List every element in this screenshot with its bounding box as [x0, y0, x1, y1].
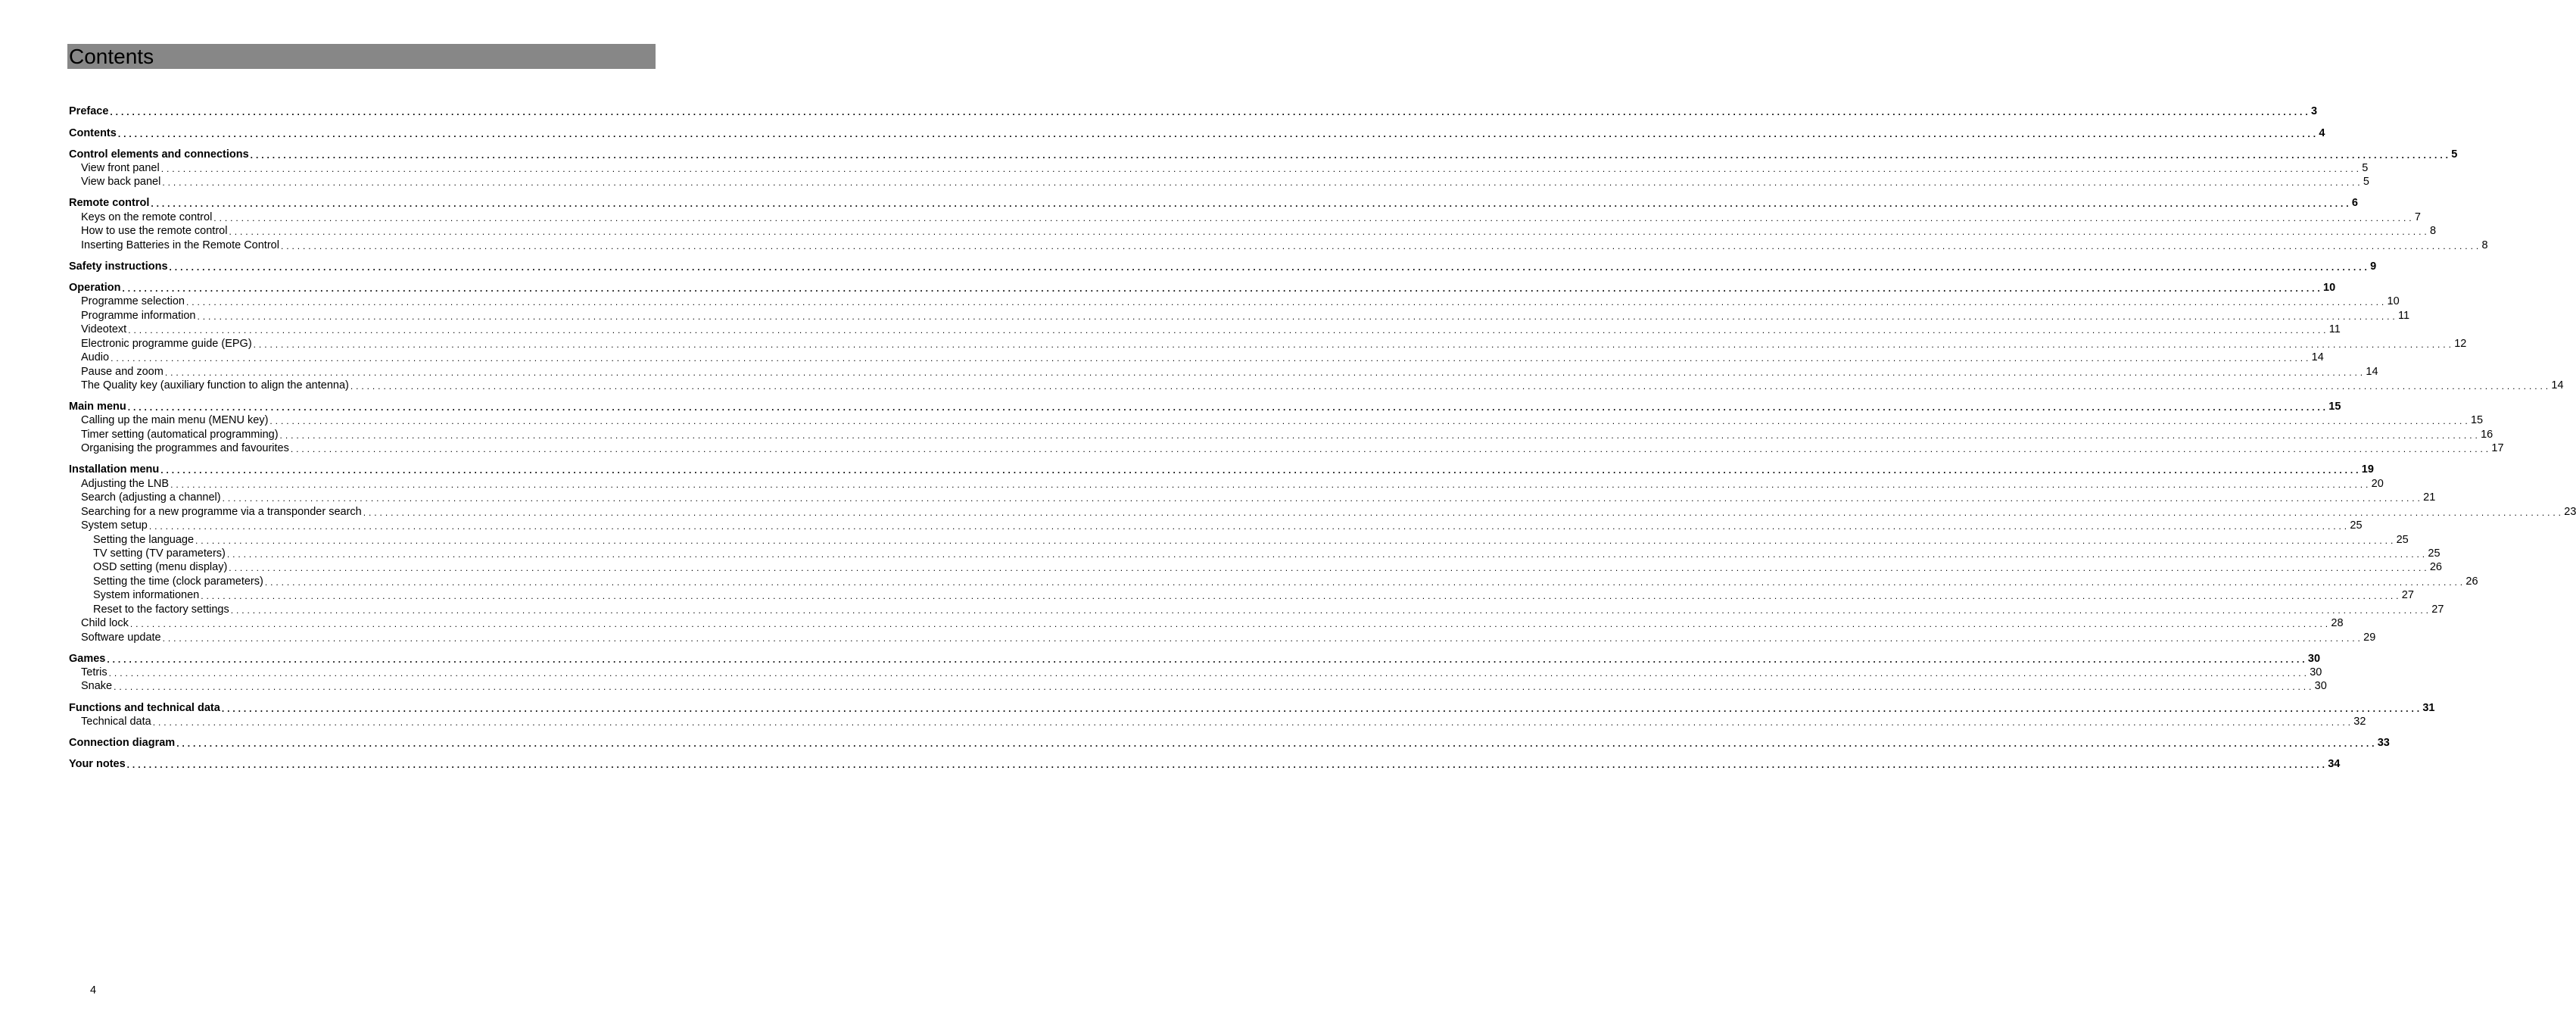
toc-dot-leader: . . . . . . . . . . . . . . . . . . . . . . . . . . . . . . . . . . . . . . . . . . . . . . . . . . . . . . . . . . . . . . . . . . . . . . . . . . . . . . . . . . . . . . . . . . . . . . . . . . . . . . . . . . . . . . . . . . . . . . . . . . . . . . . . . . . . . . . . . . . . . . . . . . . . . . . . . . . . . . . . . . . . . . . . . . . . . . . . . . . . . . . . . . . . . . . . . . . . . . . . . . . . . . . . . . . . . . . . . . . . . . . . . . . . . . . . . . . . . . . . . . . . . . . . . . . . . . . . . . . . . . . . . . . . . . . . . . . . . . . . . . . . . . . . . . . . . . . . . . . . . . . . . . . . . . . . . . . . . . . . . . . . . . . . . . . . . . . . . . . . . . . . . . . . . . . . . . . . . . . . . . . . . . . . . . . . . . . . . . . . . . . . . . . . . . . . . . . . . . . .	[111, 353, 2309, 363]
toc-entry-page: 4	[2319, 127, 2325, 139]
toc-subsection-entry	[69, 616, 2344, 630]
toc-entry-page: 8	[2481, 239, 2488, 251]
toc-entry-title: Child lock	[81, 617, 129, 629]
toc-entry-page: 5	[2451, 148, 2458, 161]
toc-subsection-entry	[69, 588, 2414, 602]
toc-entry-page: 27	[2431, 604, 2444, 616]
toc-entry-title: OSD setting (menu display)	[93, 561, 228, 573]
toc-dot-leader: . . . . . . . . . . . . . . . . . . . . . . . . . . . . . . . . . . . . . . . . . . . . . . . . . . . . . . . . . . . . . . . . . . . . . . . . . . . . . . . . . . . . . . . . . . . . . . . . . . . . . . . . . . . . . . . . . . . . . . . . . . . . . . . . . . . . . . . . . . . . . . . . . . . . . . . . . . . . . . . . . . . . . . . . . . . . . . . . . . . . . . . . . . . . . . . . . . . . . . . . . . . . . . . . . . . . . . . . . . . . . . . . . . . . . . . . . . . . . . . . . . . . . . . . . . . . . . . . . . . . . . . . . . . . . . . . . . . . . . . . . . . . . . . . . . . . . . . . . . . . . . . . . . . . . . . . . . . . . . . . . . . . . . . . . . . . . . . . . . . . . . . . . . . . . . . . . . . . . . . . . . . . . . . . . . . . . . . . . . . . . . . . . . . . . . . . . . . . . . . .	[110, 107, 2308, 117]
toc-dot-leader: . . . . . . . . . . . . . . . . . . . . . . . . . . . . . . . . . . . . . . . . . . . . . . . . . . . . . . . . . . . . . . . . . . . . . . . . . . . . . . . . . . . . . . . . . . . . . . . . . . . . . . . . . . . . . . . . . . . . . . . . . . . . . . . . . . . . . . . . . . . . . . . . . . . . . . . . . . . . . . . . . . . . . . . . . . . . . . . . . . . . . . . . . . . . . . . . . . . . . . . . . . . . . . . . . . . . . . . . . . . . . . . . . . . . . . . . . . . . . . . . . . . . . . . . . . . . . . . . . . . . . . . . . . . . . . . . . . . . . . . . . . . . . . . . . . . . . . . . . . . . . . . . . . . . . . . . . . . . . . . . . . . . . . . . . . . . . . . . . . . . . . . . . . . . . . . . . . . . . . . . . . . . . . . . . . . . . . . . . . . . . . . . . . . . . . . . . . . . . . . .	[162, 633, 2361, 644]
toc-entry-page: 28	[2331, 617, 2344, 629]
toc-entry-title: System informationen	[93, 589, 200, 601]
toc-dot-leader: . . . . . . . . . . . . . . . . . . . . . . . . . . . . . . . . . . . . . . . . . . . . . . . . . . . . . . . . . . . . . . . . . . . . . . . . . . . . . . . . . . . . . . . . . . . . . . . . . . . . . . . . . . . . . . . . . . . . . . . . . . . . . . . . . . . . . . . . . . . . . . . . . . . . . . . . . . . . . . . . . . . . . . . . . . . . . . . . . . . . . . . . . . . . . . . . . . . . . . . . . . . . . . . . . . . . . . . . . . . . . . . . . . . . . . . . . . . . . . . . . . . . . . . . . . . . . . . . . . . . . . . . . . . . . . . . . . . . . . . . . . . . . . . . . . . . . . . . . . . . . . . . . . . . . . . . . . . . . . . . . . . . . . . . . . . . . . . . . . . . . . . . . . . . . . . . . . . . . . . . . . . . . . . . . . . . . . . . . . . . . . . . . . . . . . . . . . . . . . . .	[164, 367, 2363, 378]
toc-dot-leader: . . . . . . . . . . . . . . . . . . . . . . . . . . . . . . . . . . . . . . . . . . . . . . . . . . . . . . . . . . . . . . . . . . . . . . . . . . . . . . . . . . . . . . . . . . . . . . . . . . . . . . . . . . . . . . . . . . . . . . . . . . . . . . . . . . . . . . . . . . . . . . . . . . . . . . . . . . . . . . . . . . . . . . . . . . . . . . . . . . . . . . . . . . . . . . . . . . . . . . . . . . . . . . . . . . . . . . . . . . . . . . . . . . . . . . . . . . . . . . . . . . . . . . . . . . . . . . . . . . . . . . . . . . . . . . . . . . . . . . . . . . . . . . . . . . . . . . . . . . . . . . . . . . . . . . . . . . . . . . . . . . . . . . . . . . . . . . . . . . . . . . . . . . . . . . . . . . . . . . . . . . . . . . . . . . . . . . . . . . . . . . . . . . . . . . . . . . . . . . . .	[229, 226, 2427, 237]
toc-dot-leader: . . . . . . . . . . . . . . . . . . . . . . . . . . . . . . . . . . . . . . . . . . . . . . . . . . . . . . . . . . . . . . . . . . . . . . . . . . . . . . . . . . . . . . . . . . . . . . . . . . . . . . . . . . . . . . . . . . . . . . . . . . . . . . . . . . . . . . . . . . . . . . . . . . . . . . . . . . . . . . . . . . . . . . . . . . . . . . . . . . . . . . . . . . . . . . . . . . . . . . . . . . . . . . . . . . . . . . . . . . . . . . . . . . . . . . . . . . . . . . . . . . . . . . . . . . . . . . . . . . . . . . . . . . . . . . . . . . . . . . . . . . . . . . . . . . . . . . . . . . . . . . . . . . . . . . . . . . . . . . . . . . . . . . . . . . . . . . . . . . . . . . . . . . . . . . . . . . . . . . . . . . . . . . . . . . . . . . . . . . . . . . . . . . . . . . . . . . . . . . . .	[290, 444, 2489, 454]
toc-section-entry	[69, 701, 2435, 715]
toc-dot-leader: . . . . . . . . . . . . . . . . . . . . . . . . . . . . . . . . . . . . . . . . . . . . . . . . . . . . . . . . . . . . . . . . . . . . . . . . . . . . . . . . . . . . . . . . . . . . . . . . . . . . . . . . . . . . . . . . . . . . . . . . . . . . . . . . . . . . . . . . . . . . . . . . . . . . . . . . . . . . . . . . . . . . . . . . . . . . . . . . . . . . . . . . . . . . . . . . . . . . . . . . . . . . . . . . . . . . . . . . . . . . . . . . . . . . . . . . . . . . . . . . . . . . . . . . . . . . . . . . . . . . . . . . . . . . . . . . . . . . . . . . . . . . . . . . . . . . . . . . . . . . . . . . . . . . . . . . . . . . . . . . . . . . . . . . . . . . . . . . . . . . . . . . . . . . . . . . . . . . . . . . . . . . . . . . . . . . . . . . . . . . . . . . . . . . . . . . . . . . . . . .	[127, 402, 2326, 413]
toc-entry-page: 10	[2323, 282, 2336, 294]
toc-subsection-entry	[69, 533, 2409, 547]
toc-dot-leader: . . . . . . . . . . . . . . . . . . . . . . . . . . . . . . . . . . . . . . . . . . . . . . . . . . . . . . . . . . . . . . . . . . . . . . . . . . . . . . . . . . . . . . . . . . . . . . . . . . . . . . . . . . . . . . . . . . . . . . . . . . . . . . . . . . . . . . . . . . . . . . . . . . . . . . . . . . . . . . . . . . . . . . . . . . . . . . . . . . . . . . . . . . . . . . . . . . . . . . . . . . . . . . . . . . . . . . . . . . . . . . . . . . . . . . . . . . . . . . . . . . . . . . . . . . . . . . . . . . . . . . . . . . . . . . . . . . . . . . . . . . . . . . . . . . . . . . . . . . . . . . . . . . . . . . . . . . . . . . . . . . . . . . . . . . . . . . . . . . . . . . . . . . . . . . . . . . . . . . . . . . . . . . . . . . . . . . . . . . . . . . . . . . . . . . . . . . . . . . . .	[128, 325, 2326, 335]
toc-entry-title: Reset to the factory settings	[93, 604, 229, 616]
toc-subsection-entry	[69, 505, 2576, 519]
toc-entry-page: 11	[2398, 310, 2410, 322]
toc-subsection-entry	[69, 309, 2410, 323]
toc-section-entry	[69, 196, 2358, 210]
toc-entry-title: Pause and zoom	[81, 366, 164, 378]
toc-entry-title: Programme information	[81, 310, 196, 322]
toc-subsection-entry	[69, 351, 2324, 364]
toc-entry-page: 30	[2310, 666, 2322, 678]
toc-dot-leader: . . . . . . . . . . . . . . . . . . . . . . . . . . . . . . . . . . . . . . . . . . . . . . . . . . . . . . . . . . . . . . . . . . . . . . . . . . . . . . . . . . . . . . . . . . . . . . . . . . . . . . . . . . . . . . . . . . . . . . . . . . . . . . . . . . . . . . . . . . . . . . . . . . . . . . . . . . . . . . . . . . . . . . . . . . . . . . . . . . . . . . . . . . . . . . . . . . . . . . . . . . . . . . . . . . . . . . . . . . . . . . . . . . . . . . . . . . . . . . . . . . . . . . . . . . . . . . . . . . . . . . . . . . . . . . . . . . . . . . . . . . . . . . . . . . . . . . . . . . . . . . . . . . . . . . . . . . . . . . . . . . . . . . . . . . . . . . . . . . . . . . . . . . . . . . . . . . . . . . . . . . . . . . . . . . . . . . . . . . . . . . . . . . . . . . . . . . . . . . . .	[197, 311, 2396, 322]
toc-entry-page: 33	[2377, 737, 2390, 749]
toc-dot-leader: . . . . . . . . . . . . . . . . . . . . . . . . . . . . . . . . . . . . . . . . . . . . . . . . . . . . . . . . . . . . . . . . . . . . . . . . . . . . . . . . . . . . . . . . . . . . . . . . . . . . . . . . . . . . . . . . . . . . . . . . . . . . . . . . . . . . . . . . . . . . . . . . . . . . . . . . . . . . . . . . . . . . . . . . . . . . . . . . . . . . . . . . . . . . . . . . . . . . . . . . . . . . . . . . . . . . . . . . . . . . . . . . . . . . . . . . . . . . . . . . . . . . . . . . . . . . . . . . . . . . . . . . . . . . . . . . . . . . . . . . . . . . . . . . . . . . . . . . . . . . . . . . . . . . . . . . . . . . . . . . . . . . . . . . . . . . . . . . . . . . . . . . . . . . . . . . . . . . . . . . . . . . . . . . . . . . . . . . . . . . . . . . . . . . . . . . . . . . . . . .	[213, 213, 2412, 223]
toc-subsection-entry	[69, 413, 2484, 427]
toc-dot-leader: . . . . . . . . . . . . . . . . . . . . . . . . . . . . . . . . . . . . . . . . . . . . . . . . . . . . . . . . . . . . . . . . . . . . . . . . . . . . . . . . . . . . . . . . . . . . . . . . . . . . . . . . . . . . . . . . . . . . . . . . . . . . . . . . . . . . . . . . . . . . . . . . . . . . . . . . . . . . . . . . . . . . . . . . . . . . . . . . . . . . . . . . . . . . . . . . . . . . . . . . . . . . . . . . . . . . . . . . . . . . . . . . . . . . . . . . . . . . . . . . . . . . . . . . . . . . . . . . . . . . . . . . . . . . . . . . . . . . . . . . . . . . . . . . . . . . . . . . . . . . . . . . . . . . . . . . . . . . . . . . . . . . . . . . . . . . . . . . . . . . . . . . . . . . . . . . . . . . . . . . . . . . . . . . . . . . . . . . . . . . . . . . . . . . . . . . . . . . . . . .	[221, 703, 2420, 714]
toc-entry-page: 7	[2414, 211, 2421, 223]
toc-entry-page: 29	[2363, 632, 2376, 644]
toc-subsection-entry	[69, 631, 2376, 644]
toc-entry-page: 26	[2465, 575, 2478, 588]
toc-dot-leader: . . . . . . . . . . . . . . . . . . . . . . . . . . . . . . . . . . . . . . . . . . . . . . . . . . . . . . . . . . . . . . . . . . . . . . . . . . . . . . . . . . . . . . . . . . . . . . . . . . . . . . . . . . . . . . . . . . . . . . . . . . . . . . . . . . . . . . . . . . . . . . . . . . . . . . . . . . . . . . . . . . . . . . . . . . . . . . . . . . . . . . . . . . . . . . . . . . . . . . . . . . . . . . . . . . . . . . . . . . . . . . . . . . . . . . . . . . . . . . . . . . . . . . . . . . . . . . . . . . . . . . . . . . . . . . . . . . . . . . . . . . . . . . . . . . . . . . . . . . . . . . . . . . . . . . . . . . . . . . . . . . . . . . . . . . . . . . . . . . . . . . . . . . . . . . . . . . . . . . . . . . . . . . . . . . . . . . . . . . . . . . . . . . . . . . . . . . . . . . . .	[152, 717, 2351, 728]
toc-dot-leader: . . . . . . . . . . . . . . . . . . . . . . . . . . . . . . . . . . . . . . . . . . . . . . . . . . . . . . . . . . . . . . . . . . . . . . . . . . . . . . . . . . . . . . . . . . . . . . . . . . . . . . . . . . . . . . . . . . . . . . . . . . . . . . . . . . . . . . . . . . . . . . . . . . . . . . . . . . . . . . . . . . . . . . . . . . . . . . . . . . . . . . . . . . . . . . . . . . . . . . . . . . . . . . . . . . . . . . . . . . . . . . . . . . . . . . . . . . . . . . . . . . . . . . . . . . . . . . . . . . . . . . . . . . . . . . . . . . . . . . . . . . . . . . . . . . . . . . . . . . . . . . . . . . . . . . . . . . . . . . . . . . . . . . . . . . . . . . . . . . . . . . . . . . . . . . . . . . . . . . . . . . . . . . . . . . . . . . . . . . . . . . . . . . . . . . . . . . . . . . . .	[253, 339, 2452, 350]
toc-dot-leader: . . . . . . . . . . . . . . . . . . . . . . . . . . . . . . . . . . . . . . . . . . . . . . . . . . . . . . . . . . . . . . . . . . . . . . . . . . . . . . . . . . . . . . . . . . . . . . . . . . . . . . . . . . . . . . . . . . . . . . . . . . . . . . . . . . . . . . . . . . . . . . . . . . . . . . . . . . . . . . . . . . . . . . . . . . . . . . . . . . . . . . . . . . . . . . . . . . . . . . . . . . . . . . . . . . . . . . . . . . . . . . . . . . . . . . . . . . . . . . . . . . . . . . . . . . . . . . . . . . . . . . . . . . . . . . . . . . . . . . . . . . . . . . . . . . . . . . . . . . . . . . . . . . . . . . . . . . . . . . . . . . . . . . . . . . . . . . . . . . . . . . . . . . . . . . . . . . . . . . . . . . . . . . . . . . . . . . . . . . . . . . . . . . . . . . . . . . . . . . . .	[222, 493, 2421, 504]
toc-section-entry	[69, 757, 2341, 771]
toc-section-entry	[69, 148, 2458, 161]
toc-dot-leader: . . . . . . . . . . . . . . . . . . . . . . . . . . . . . . . . . . . . . . . . . . . . . . . . . . . . . . . . . . . . . . . . . . . . . . . . . . . . . . . . . . . . . . . . . . . . . . . . . . . . . . . . . . . . . . . . . . . . . . . . . . . . . . . . . . . . . . . . . . . . . . . . . . . . . . . . . . . . . . . . . . . . . . . . . . . . . . . . . . . . . . . . . . . . . . . . . . . . . . . . . . . . . . . . . . . . . . . . . . . . . . . . . . . . . . . . . . . . . . . . . . . . . . . . . . . . . . . . . . . . . . . . . . . . . . . . . . . . . . . . . . . . . . . . . . . . . . . . . . . . . . . . . . . . . . . . . . . . . . . . . . . . . . . . . . . . . . . . . . . . . . . . . . . . . . . . . . . . . . . . . . . . . . . . . . . . . . . . . . . . . . . . . . . . . . . . . . . . . . . .	[108, 668, 2307, 678]
toc-dot-leader: . . . . . . . . . . . . . . . . . . . . . . . . . . . . . . . . . . . . . . . . . . . . . . . . . . . . . . . . . . . . . . . . . . . . . . . . . . . . . . . . . . . . . . . . . . . . . . . . . . . . . . . . . . . . . . . . . . . . . . . . . . . . . . . . . . . . . . . . . . . . . . . . . . . . . . . . . . . . . . . . . . . . . . . . . . . . . . . . . . . . . . . . . . . . . . . . . . . . . . . . . . . . . . . . . . . . . . . . . . . . . . . . . . . . . . . . . . . . . . . . . . . . . . . . . . . . . . . . . . . . . . . . . . . . . . . . . . . . . . . . . . . . . . . . . . . . . . . . . . . . . . . . . . . . . . . . . . . . . . . . . . . . . . . . . . . . . . . . . . . . . . . . . . . . . . . . . . . . . . . . . . . . . . . . . . . . . . . . . . . . . . . . . . . . . . . . . . . . . . . .	[230, 605, 2429, 616]
toc-entry-page: 8	[2429, 225, 2437, 237]
page-title: Contents	[69, 45, 154, 68]
toc-entry-title: Organising the programmes and favourites	[81, 442, 289, 454]
toc-entry-page: 25	[2350, 519, 2363, 532]
toc-entry-title: Setting the time (clock parameters)	[93, 575, 263, 588]
toc-dot-leader: . . . . . . . . . . . . . . . . . . . . . . . . . . . . . . . . . . . . . . . . . . . . . . . . . . . . . . . . . . . . . . . . . . . . . . . . . . . . . . . . . . . . . . . . . . . . . . . . . . . . . . . . . . . . . . . . . . . . . . . . . . . . . . . . . . . . . . . . . . . . . . . . . . . . . . . . . . . . . . . . . . . . . . . . . . . . . . . . . . . . . . . . . . . . . . . . . . . . . . . . . . . . . . . . . . . . . . . . . . . . . . . . . . . . . . . . . . . . . . . . . . . . . . . . . . . . . . . . . . . . . . . . . . . . . . . . . . . . . . . . . . . . . . . . . . . . . . . . . . . . . . . . . . . . . . . . . . . . . . . . . . . . . . . . . . . . . . . . . . . . . . . . . . . . . . . . . . . . . . . . . . . . . . . . . . . . . . . . . . . . . . . . . . . . . . . . . . . . . . . .	[162, 177, 2360, 188]
toc-entry-page: 30	[2314, 680, 2327, 692]
toc-entry-title: Keys on the remote control	[81, 211, 213, 223]
toc-entry-title: Audio	[81, 351, 110, 363]
toc-dot-leader: . . . . . . . . . . . . . . . . . . . . . . . . . . . . . . . . . . . . . . . . . . . . . . . . . . . . . . . . . . . . . . . . . . . . . . . . . . . . . . . . . . . . . . . . . . . . . . . . . . . . . . . . . . . . . . . . . . . . . . . . . . . . . . . . . . . . . . . . . . . . . . . . . . . . . . . . . . . . . . . . . . . . . . . . . . . . . . . . . . . . . . . . . . . . . . . . . . . . . . . . . . . . . . . . . . . . . . . . . . . . . . . . . . . . . . . . . . . . . . . . . . . . . . . . . . . . . . . . . . . . . . . . . . . . . . . . . . . . . . . . . . . . . . . . . . . . . . . . . . . . . . . . . . . . . . . . . . . . . . . . . . . . . . . . . . . . . . . . . . . . . . . . . . . . . . . . . . . . . . . . . . . . . . . . . . . . . . . . . . . . . . . . . . . . . . . . . . . . . . . .	[114, 681, 2312, 692]
toc-entry-title: System setup	[81, 519, 148, 532]
toc-section-entry	[69, 126, 2325, 140]
toc-subsection-entry	[69, 603, 2444, 616]
toc-dot-leader: . . . . . . . . . . . . . . . . . . . . . . . . . . . . . . . . . . . . . . . . . . . . . . . . . . . . . . . . . . . . . . . . . . . . . . . . . . . . . . . . . . . . . . . . . . . . . . . . . . . . . . . . . . . . . . . . . . . . . . . . . . . . . . . . . . . . . . . . . . . . . . . . . . . . . . . . . . . . . . . . . . . . . . . . . . . . . . . . . . . . . . . . . . . . . . . . . . . . . . . . . . . . . . . . . . . . . . . . . . . . . . . . . . . . . . . . . . . . . . . . . . . . . . . . . . . . . . . . . . . . . . . . . . . . . . . . . . . . . . . . . . . . . . . . . . . . . . . . . . . . . . . . . . . . . . . . . . . . . . . . . . . . . . . . . . . . . . . . . . . . . . . . . . . . . . . . . . . . . . . . . . . . . . . . . . . . . . . . . . . . . . . . . . . . . . . . . . . . . . . .	[269, 416, 2468, 426]
toc-entry-page: 6	[2351, 197, 2358, 209]
toc-subsection-entry	[69, 560, 2442, 574]
toc-entry-title: Searching for a new programme via a transponder search	[81, 506, 362, 518]
toc-dot-leader: . . . . . . . . . . . . . . . . . . . . . . . . . . . . . . . . . . . . . . . . . . . . . . . . . . . . . . . . . . . . . . . . . . . . . . . . . . . . . . . . . . . . . . . . . . . . . . . . . . . . . . . . . . . . . . . . . . . . . . . . . . . . . . . . . . . . . . . . . . . . . . . . . . . . . . . . . . . . . . . . . . . . . . . . . . . . . . . . . . . . . . . . . . . . . . . . . . . . . . . . . . . . . . . . . . . . . . . . . . . . . . . . . . . . . . . . . . . . . . . . . . . . . . . . . . . . . . . . . . . . . . . . . . . . . . . . . . . . . . . . . . . . . . . . . . . . . . . . . . . . . . . . . . . . . . . . . . . . . . . . . . . . . . . . . . . . . . . . . . . . . . . . . . . . . . . . . . . . . . . . . . . . . . . . . . . . . . . . . . . . . . . . . . . . . . . . . . . . . . . .	[170, 479, 2369, 490]
toc-entry-page: 12	[2454, 338, 2467, 350]
toc-entry-title: View front panel	[81, 162, 160, 174]
toc-section-entry	[69, 400, 2341, 413]
toc-entry-page: 15	[2328, 401, 2341, 413]
toc-entry-page: 31	[2422, 702, 2435, 714]
toc-dot-leader: . . . . . . . . . . . . . . . . . . . . . . . . . . . . . . . . . . . . . . . . . . . . . . . . . . . . . . . . . . . . . . . . . . . . . . . . . . . . . . . . . . . . . . . . . . . . . . . . . . . . . . . . . . . . . . . . . . . . . . . . . . . . . . . . . . . . . . . . . . . . . . . . . . . . . . . . . . . . . . . . . . . . . . . . . . . . . . . . . . . . . . . . . . . . . . . . . . . . . . . . . . . . . . . . . . . . . . . . . . . . . . . . . . . . . . . . . . . . . . . . . . . . . . . . . . . . . . . . . . . . . . . . . . . . . . . . . . . . . . . . . . . . . . . . . . . . . . . . . . . . . . . . . . . . . . . . . . . . . . . . . . . . . . . . . . . . . . . . . . . . . . . . . . . . . . . . . . . . . . . . . . . . . . . . . . . . . . . . . . . . . . . . . . . . . . . . . . . . . . . .	[126, 759, 2325, 770]
toc-entry-title: Your notes	[69, 758, 126, 770]
toc-entry-page: 34	[2328, 758, 2341, 770]
toc-entry-page: 19	[2361, 463, 2374, 476]
toc-subsection-entry	[69, 477, 2384, 491]
toc-dot-leader: . . . . . . . . . . . . . . . . . . . . . . . . . . . . . . . . . . . . . . . . . . . . . . . . . . . . . . . . . . . . . . . . . . . . . . . . . . . . . . . . . . . . . . . . . . . . . . . . . . . . . . . . . . . . . . . . . . . . . . . . . . . . . . . . . . . . . . . . . . . . . . . . . . . . . . . . . . . . . . . . . . . . . . . . . . . . . . . . . . . . . . . . . . . . . . . . . . . . . . . . . . . . . . . . . . . . . . . . . . . . . . . . . . . . . . . . . . . . . . . . . . . . . . . . . . . . . . . . . . . . . . . . . . . . . . . . . . . . . . . . . . . . . . . . . . . . . . . . . . . . . . . . . . . . . . . . . . . . . . . . . . . . . . . . . . . . . . . . . . . . . . . . . . . . . . . . . . . . . . . . . . . . . . . . . . . . . . . . . . . . . . . . . . . . . . . . . . . . . . . .	[169, 262, 2368, 273]
toc-entry-title: Installation menu	[69, 463, 160, 476]
toc-subsection-entry	[69, 379, 2564, 392]
toc-entry-page: 30	[2307, 653, 2321, 665]
toc-entry-title: Functions and technical data	[69, 702, 220, 714]
toc-entry-page: 5	[2363, 176, 2369, 188]
toc-dot-leader: . . . . . . . . . . . . . . . . . . . . . . . . . . . . . . . . . . . . . . . . . . . . . . . . . . . . . . . . . . . . . . . . . . . . . . . . . . . . . . . . . . . . . . . . . . . . . . . . . . . . . . . . . . . . . . . . . . . . . . . . . . . . . . . . . . . . . . . . . . . . . . . . . . . . . . . . . . . . . . . . . . . . . . . . . . . . . . . . . . . . . . . . . . . . . . . . . . . . . . . . . . . . . . . . . . . . . . . . . . . . . . . . . . . . . . . . . . . . . . . . . . . . . . . . . . . . . . . . . . . . . . . . . . . . . . . . . . . . . . . . . . . . . . . . . . . . . . . . . . . . . . . . . . . . . . . . . . . . . . . . . . . . . . . . . . . . . . . . . . . . . . . . . . . . . . . . . . . . . . . . . . . . . . . . . . . . . . . . . . . . . . . . . . . . . . . . . . . . . . . .	[160, 164, 2360, 174]
toc-entry-title: Control elements and connections	[69, 148, 249, 161]
toc-dot-leader: . . . . . . . . . . . . . . . . . . . . . . . . . . . . . . . . . . . . . . . . . . . . . . . . . . . . . . . . . . . . . . . . . . . . . . . . . . . . . . . . . . . . . . . . . . . . . . . . . . . . . . . . . . . . . . . . . . . . . . . . . . . . . . . . . . . . . . . . . . . . . . . . . . . . . . . . . . . . . . . . . . . . . . . . . . . . . . . . . . . . . . . . . . . . . . . . . . . . . . . . . . . . . . . . . . . . . . . . . . . . . . . . . . . . . . . . . . . . . . . . . . . . . . . . . . . . . . . . . . . . . . . . . . . . . . . . . . . . . . . . . . . . . . . . . . . . . . . . . . . . . . . . . . . . . . . . . . . . . . . . . . . . . . . . . . . . . . . . . . . . . . . . . . . . . . . . . . . . . . . . . . . . . . . . . . . . . . . . . . . . . . . . . . . . . . . . . . . . . . . .	[148, 521, 2347, 532]
toc-entry-page: 10	[2387, 295, 2400, 307]
toc-entry-title: Tetris	[81, 666, 107, 678]
toc-dot-leader: . . . . . . . . . . . . . . . . . . . . . . . . . . . . . . . . . . . . . . . . . . . . . . . . . . . . . . . . . . . . . . . . . . . . . . . . . . . . . . . . . . . . . . . . . . . . . . . . . . . . . . . . . . . . . . . . . . . . . . . . . . . . . . . . . . . . . . . . . . . . . . . . . . . . . . . . . . . . . . . . . . . . . . . . . . . . . . . . . . . . . . . . . . . . . . . . . . . . . . . . . . . . . . . . . . . . . . . . . . . . . . . . . . . . . . . . . . . . . . . . . . . . . . . . . . . . . . . . . . . . . . . . . . . . . . . . . . . . . . . . . . . . . . . . . . . . . . . . . . . . . . . . . . . . . . . . . . . . . . . . . . . . . . . . . . . . . . . . . . . . . . . . . . . . . . . . . . . . . . . . . . . . . . . . . . . . . . . . . . . . . . . . . . . . . . . . . . . . . . . .	[250, 150, 2449, 161]
toc-entry-page: 23	[2564, 506, 2576, 518]
toc-subsection-entry	[69, 224, 2437, 238]
toc-dot-leader: . . . . . . . . . . . . . . . . . . . . . . . . . . . . . . . . . . . . . . . . . . . . . . . . . . . . . . . . . . . . . . . . . . . . . . . . . . . . . . . . . . . . . . . . . . . . . . . . . . . . . . . . . . . . . . . . . . . . . . . . . . . . . . . . . . . . . . . . . . . . . . . . . . . . . . . . . . . . . . . . . . . . . . . . . . . . . . . . . . . . . . . . . . . . . . . . . . . . . . . . . . . . . . . . . . . . . . . . . . . . . . . . . . . . . . . . . . . . . . . . . . . . . . . . . . . . . . . . . . . . . . . . . . . . . . . . . . . . . . . . . . . . . . . . . . . . . . . . . . . . . . . . . . . . . . . . . . . . . . . . . . . . . . . . . . . . . . . . . . . . . . . . . . . . . . . . . . . . . . . . . . . . . . . . . . . . . . . . . . . . . . . . . . . . . . . . . . . . . . . .	[363, 507, 2562, 518]
toc-entry-page: 15	[2470, 414, 2484, 426]
page-number: 4	[90, 984, 97, 996]
toc-subsection-entry	[69, 428, 2493, 441]
toc-entry-page: 20	[2371, 478, 2384, 490]
toc-section-entry	[69, 736, 2390, 750]
toc-entry-page: 16	[2481, 429, 2493, 441]
toc-dot-leader: . . . . . . . . . . . . . . . . . . . . . . . . . . . . . . . . . . . . . . . . . . . . . . . . . . . . . . . . . . . . . . . . . . . . . . . . . . . . . . . . . . . . . . . . . . . . . . . . . . . . . . . . . . . . . . . . . . . . . . . . . . . . . . . . . . . . . . . . . . . . . . . . . . . . . . . . . . . . . . . . . . . . . . . . . . . . . . . . . . . . . . . . . . . . . . . . . . . . . . . . . . . . . . . . . . . . . . . . . . . . . . . . . . . . . . . . . . . . . . . . . . . . . . . . . . . . . . . . . . . . . . . . . . . . . . . . . . . . . . . . . . . . . . . . . . . . . . . . . . . . . . . . . . . . . . . . . . . . . . . . . . . . . . . . . . . . . . . . . . . . . . . . . . . . . . . . . . . . . . . . . . . . . . . . . . . . . . . . . . . . . . . . . . . . . . . . . . . . . . . .	[107, 654, 2305, 665]
toc-subsection-entry	[69, 295, 2400, 308]
toc-entry-title: The Quality key (auxiliary function to align the antenna)	[81, 379, 349, 391]
toc-entry-title: Search (adjusting a channel)	[81, 491, 221, 504]
toc-subsection-entry	[69, 323, 2341, 336]
toc-entry-title: Software update	[81, 632, 161, 644]
toc-entry-title: Setting the language	[93, 534, 195, 546]
toc-subsection-entry	[69, 666, 2322, 679]
toc-entry-title: Snake	[81, 680, 113, 692]
toc-entry-title: Games	[69, 653, 106, 665]
toc-entry-title: Timer setting (automatical programming)	[81, 429, 279, 441]
toc-dot-leader: . . . . . . . . . . . . . . . . . . . . . . . . . . . . . . . . . . . . . . . . . . . . . . . . . . . . . . . . . . . . . . . . . . . . . . . . . . . . . . . . . . . . . . . . . . . . . . . . . . . . . . . . . . . . . . . . . . . . . . . . . . . . . . . . . . . . . . . . . . . . . . . . . . . . . . . . . . . . . . . . . . . . . . . . . . . . . . . . . . . . . . . . . . . . . . . . . . . . . . . . . . . . . . . . . . . . . . . . . . . . . . . . . . . . . . . . . . . . . . . . . . . . . . . . . . . . . . . . . . . . . . . . . . . . . . . . . . . . . . . . . . . . . . . . . . . . . . . . . . . . . . . . . . . . . . . . . . . . . . . . . . . . . . . . . . . . . . . . . . . . . . . . . . . . . . . . . . . . . . . . . . . . . . . . . . . . . . . . . . . . . . . . . . . . . . . . . . . . . . . .	[186, 297, 2384, 307]
toc-dot-leader: . . . . . . . . . . . . . . . . . . . . . . . . . . . . . . . . . . . . . . . . . . . . . . . . . . . . . . . . . . . . . . . . . . . . . . . . . . . . . . . . . . . . . . . . . . . . . . . . . . . . . . . . . . . . . . . . . . . . . . . . . . . . . . . . . . . . . . . . . . . . . . . . . . . . . . . . . . . . . . . . . . . . . . . . . . . . . . . . . . . . . . . . . . . . . . . . . . . . . . . . . . . . . . . . . . . . . . . . . . . . . . . . . . . . . . . . . . . . . . . . . . . . . . . . . . . . . . . . . . . . . . . . . . . . . . . . . . . . . . . . . . . . . . . . . . . . . . . . . . . . . . . . . . . . . . . . . . . . . . . . . . . . . . . . . . . . . . . . . . . . . . . . . . . . . . . . . . . . . . . . . . . . . . . . . . . . . . . . . . . . . . . . . . . . . . . . . . . . . . . .	[129, 619, 2328, 629]
toc-entry-title: Safety instructions	[69, 260, 168, 273]
toc-entry-page: 32	[2353, 716, 2366, 728]
toc-entry-title: Main menu	[69, 401, 126, 413]
toc-section-entry	[69, 104, 2318, 118]
toc-subsection-entry	[69, 547, 2441, 560]
toc-subsection-entry	[69, 519, 2363, 532]
toc-subsection-entry	[69, 161, 2369, 175]
toc-subsection-entry	[69, 239, 2488, 252]
toc-dot-leader: . . . . . . . . . . . . . . . . . . . . . . . . . . . . . . . . . . . . . . . . . . . . . . . . . . . . . . . . . . . . . . . . . . . . . . . . . . . . . . . . . . . . . . . . . . . . . . . . . . . . . . . . . . . . . . . . . . . . . . . . . . . . . . . . . . . . . . . . . . . . . . . . . . . . . . . . . . . . . . . . . . . . . . . . . . . . . . . . . . . . . . . . . . . . . . . . . . . . . . . . . . . . . . . . . . . . . . . . . . . . . . . . . . . . . . . . . . . . . . . . . . . . . . . . . . . . . . . . . . . . . . . . . . . . . . . . . . . . . . . . . . . . . . . . . . . . . . . . . . . . . . . . . . . . . . . . . . . . . . . . . . . . . . . . . . . . . . . . . . . . . . . . . . . . . . . . . . . . . . . . . . . . . . . . . . . . . . . . . . . . . . . . . . . . . . . . . . . . . . . .	[117, 129, 2316, 139]
toc-entry-title: How to use the remote control	[81, 225, 228, 237]
toc-subsection-entry	[69, 575, 2478, 588]
toc-section-entry	[69, 463, 2374, 476]
toc-subsection-entry	[69, 491, 2436, 504]
toc-dot-leader: . . . . . . . . . . . . . . . . . . . . . . . . . . . . . . . . . . . . . . . . . . . . . . . . . . . . . . . . . . . . . . . . . . . . . . . . . . . . . . . . . . . . . . . . . . . . . . . . . . . . . . . . . . . . . . . . . . . . . . . . . . . . . . . . . . . . . . . . . . . . . . . . . . . . . . . . . . . . . . . . . . . . . . . . . . . . . . . . . . . . . . . . . . . . . . . . . . . . . . . . . . . . . . . . . . . . . . . . . . . . . . . . . . . . . . . . . . . . . . . . . . . . . . . . . . . . . . . . . . . . . . . . . . . . . . . . . . . . . . . . . . . . . . . . . . . . . . . . . . . . . . . . . . . . . . . . . . . . . . . . . . . . . . . . . . . . . . . . . . . . . . . . . . . . . . . . . . . . . . . . . . . . . . . . . . . . . . . . . . . . . . . . . . . . . . . . . . . . . . . .	[226, 549, 2425, 560]
toc-dot-leader: . . . . . . . . . . . . . . . . . . . . . . . . . . . . . . . . . . . . . . . . . . . . . . . . . . . . . . . . . . . . . . . . . . . . . . . . . . . . . . . . . . . . . . . . . . . . . . . . . . . . . . . . . . . . . . . . . . . . . . . . . . . . . . . . . . . . . . . . . . . . . . . . . . . . . . . . . . . . . . . . . . . . . . . . . . . . . . . . . . . . . . . . . . . . . . . . . . . . . . . . . . . . . . . . . . . . . . . . . . . . . . . . . . . . . . . . . . . . . . . . . . . . . . . . . . . . . . . . . . . . . . . . . . . . . . . . . . . . . . . . . . . . . . . . . . . . . . . . . . . . . . . . . . . . . . . . . . . . . . . . . . . . . . . . . . . . . . . . . . . . . . . . . . . . . . . . . . . . . . . . . . . . . . . . . . . . . . . . . . . . . . . . . . . . . . . . . . . . . . . .	[176, 738, 2375, 749]
toc-entry-title: Videotext	[81, 323, 127, 335]
toc-entry-title: Inserting Batteries in the Remote Control	[81, 239, 279, 251]
toc-entry-page: 9	[2370, 260, 2377, 273]
toc-entry-page: 21	[2423, 491, 2436, 504]
toc-entry-title: View back panel	[81, 176, 161, 188]
toc-entry-page: 11	[2328, 323, 2341, 335]
toc-subsection-entry	[69, 679, 2327, 693]
toc-entry-title: Contents	[69, 127, 117, 139]
toc-entry-page: 14	[2551, 379, 2564, 391]
toc-dot-leader: . . . . . . . . . . . . . . . . . . . . . . . . . . . . . . . . . . . . . . . . . . . . . . . . . . . . . . . . . . . . . . . . . . . . . . . . . . . . . . . . . . . . . . . . . . . . . . . . . . . . . . . . . . . . . . . . . . . . . . . . . . . . . . . . . . . . . . . . . . . . . . . . . . . . . . . . . . . . . . . . . . . . . . . . . . . . . . . . . . . . . . . . . . . . . . . . . . . . . . . . . . . . . . . . . . . . . . . . . . . . . . . . . . . . . . . . . . . . . . . . . . . . . . . . . . . . . . . . . . . . . . . . . . . . . . . . . . . . . . . . . . . . . . . . . . . . . . . . . . . . . . . . . . . . . . . . . . . . . . . . . . . . . . . . . . . . . . . . . . . . . . . . . . . . . . . . . . . . . . . . . . . . . . . . . . . . . . . . . . . . . . . . . . . . . . . . . . . . . . . .	[350, 381, 2549, 391]
toc-entry-title: Connection diagram	[69, 737, 176, 749]
toc-dot-leader: . . . . . . . . . . . . . . . . . . . . . . . . . . . . . . . . . . . . . . . . . . . . . . . . . . . . . . . . . . . . . . . . . . . . . . . . . . . . . . . . . . . . . . . . . . . . . . . . . . . . . . . . . . . . . . . . . . . . . . . . . . . . . . . . . . . . . . . . . . . . . . . . . . . . . . . . . . . . . . . . . . . . . . . . . . . . . . . . . . . . . . . . . . . . . . . . . . . . . . . . . . . . . . . . . . . . . . . . . . . . . . . . . . . . . . . . . . . . . . . . . . . . . . . . . . . . . . . . . . . . . . . . . . . . . . . . . . . . . . . . . . . . . . . . . . . . . . . . . . . . . . . . . . . . . . . . . . . . . . . . . . . . . . . . . . . . . . . . . . . . . . . . . . . . . . . . . . . . . . . . . . . . . . . . . . . . . . . . . . . . . . . . . . . . . . . . . . . . . . . .	[160, 465, 2359, 476]
toc-entry-page: 25	[2428, 547, 2441, 560]
toc-dot-leader: . . . . . . . . . . . . . . . . . . . . . . . . . . . . . . . . . . . . . . . . . . . . . . . . . . . . . . . . . . . . . . . . . . . . . . . . . . . . . . . . . . . . . . . . . . . . . . . . . . . . . . . . . . . . . . . . . . . . . . . . . . . . . . . . . . . . . . . . . . . . . . . . . . . . . . . . . . . . . . . . . . . . . . . . . . . . . . . . . . . . . . . . . . . . . . . . . . . . . . . . . . . . . . . . . . . . . . . . . . . . . . . . . . . . . . . . . . . . . . . . . . . . . . . . . . . . . . . . . . . . . . . . . . . . . . . . . . . . . . . . . . . . . . . . . . . . . . . . . . . . . . . . . . . . . . . . . . . . . . . . . . . . . . . . . . . . . . . . . . . . . . . . . . . . . . . . . . . . . . . . . . . . . . . . . . . . . . . . . . . . . . . . . . . . . . . . . . . . . . . .	[195, 535, 2394, 546]
toc-subsection-entry	[69, 175, 2369, 189]
toc-entry-title: Preface	[69, 105, 109, 117]
toc-entry-page: 5	[2362, 162, 2369, 174]
toc-entry-title: Remote control	[69, 197, 150, 209]
toc-entry-page: 25	[2396, 534, 2409, 546]
toc-section-entry	[69, 260, 2377, 273]
toc-section-entry	[69, 652, 2321, 666]
toc-entry-page: 14	[2311, 351, 2324, 363]
toc-subsection-entry	[69, 337, 2467, 351]
toc-entry-title: Electronic programme guide (EPG)	[81, 338, 252, 350]
toc-subsection-entry	[69, 365, 2378, 379]
toc-entry-title: TV setting (TV parameters)	[93, 547, 226, 560]
toc-subsection-entry	[69, 441, 2504, 455]
toc-entry-page: 27	[2401, 589, 2414, 601]
toc-entry-title: Programme selection	[81, 295, 185, 307]
toc-entry-page: 14	[2366, 366, 2378, 378]
toc-entry-title: Technical data	[81, 716, 151, 728]
toc-dot-leader: . . . . . . . . . . . . . . . . . . . . . . . . . . . . . . . . . . . . . . . . . . . . . . . . . . . . . . . . . . . . . . . . . . . . . . . . . . . . . . . . . . . . . . . . . . . . . . . . . . . . . . . . . . . . . . . . . . . . . . . . . . . . . . . . . . . . . . . . . . . . . . . . . . . . . . . . . . . . . . . . . . . . . . . . . . . . . . . . . . . . . . . . . . . . . . . . . . . . . . . . . . . . . . . . . . . . . . . . . . . . . . . . . . . . . . . . . . . . . . . . . . . . . . . . . . . . . . . . . . . . . . . . . . . . . . . . . . . . . . . . . . . . . . . . . . . . . . . . . . . . . . . . . . . . . . . . . . . . . . . . . . . . . . . . . . . . . . . . . . . . . . . . . . . . . . . . . . . . . . . . . . . . . . . . . . . . . . . . . . . . . . . . . . . . . . . . . . . . . . . .	[279, 430, 2478, 441]
toc-entry-title: Calling up the main menu (MENU key)	[81, 414, 269, 426]
toc-section-entry	[69, 281, 2336, 295]
toc-entry-title: Operation	[69, 282, 121, 294]
toc-dot-leader: . . . . . . . . . . . . . . . . . . . . . . . . . . . . . . . . . . . . . . . . . . . . . . . . . . . . . . . . . . . . . . . . . . . . . . . . . . . . . . . . . . . . . . . . . . . . . . . . . . . . . . . . . . . . . . . . . . . . . . . . . . . . . . . . . . . . . . . . . . . . . . . . . . . . . . . . . . . . . . . . . . . . . . . . . . . . . . . . . . . . . . . . . . . . . . . . . . . . . . . . . . . . . . . . . . . . . . . . . . . . . . . . . . . . . . . . . . . . . . . . . . . . . . . . . . . . . . . . . . . . . . . . . . . . . . . . . . . . . . . . . . . . . . . . . . . . . . . . . . . . . . . . . . . . . . . . . . . . . . . . . . . . . . . . . . . . . . . . . . . . . . . . . . . . . . . . . . . . . . . . . . . . . . . . . . . . . . . . . . . . . . . . . . . . . . . . . . . . . . . .	[229, 563, 2427, 573]
toc-dot-leader: . . . . . . . . . . . . . . . . . . . . . . . . . . . . . . . . . . . . . . . . . . . . . . . . . . . . . . . . . . . . . . . . . . . . . . . . . . . . . . . . . . . . . . . . . . . . . . . . . . . . . . . . . . . . . . . . . . . . . . . . . . . . . . . . . . . . . . . . . . . . . . . . . . . . . . . . . . . . . . . . . . . . . . . . . . . . . . . . . . . . . . . . . . . . . . . . . . . . . . . . . . . . . . . . . . . . . . . . . . . . . . . . . . . . . . . . . . . . . . . . . . . . . . . . . . . . . . . . . . . . . . . . . . . . . . . . . . . . . . . . . . . . . . . . . . . . . . . . . . . . . . . . . . . . . . . . . . . . . . . . . . . . . . . . . . . . . . . . . . . . . . . . . . . . . . . . . . . . . . . . . . . . . . . . . . . . . . . . . . . . . . . . . . . . . . . . . . . . . . . .	[201, 591, 2399, 601]
toc-dot-leader: . . . . . . . . . . . . . . . . . . . . . . . . . . . . . . . . . . . . . . . . . . . . . . . . . . . . . . . . . . . . . . . . . . . . . . . . . . . . . . . . . . . . . . . . . . . . . . . . . . . . . . . . . . . . . . . . . . . . . . . . . . . . . . . . . . . . . . . . . . . . . . . . . . . . . . . . . . . . . . . . . . . . . . . . . . . . . . . . . . . . . . . . . . . . . . . . . . . . . . . . . . . . . . . . . . . . . . . . . . . . . . . . . . . . . . . . . . . . . . . . . . . . . . . . . . . . . . . . . . . . . . . . . . . . . . . . . . . . . . . . . . . . . . . . . . . . . . . . . . . . . . . . . . . . . . . . . . . . . . . . . . . . . . . . . . . . . . . . . . . . . . . . . . . . . . . . . . . . . . . . . . . . . . . . . . . . . . . . . . . . . . . . . . . . . . . . . . . . . . . .	[122, 283, 2321, 294]
toc-entry-page: 3	[2310, 105, 2318, 117]
toc-subsection-entry	[69, 211, 2421, 224]
toc-dot-leader: . . . . . . . . . . . . . . . . . . . . . . . . . . . . . . . . . . . . . . . . . . . . . . . . . . . . . . . . . . . . . . . . . . . . . . . . . . . . . . . . . . . . . . . . . . . . . . . . . . . . . . . . . . . . . . . . . . . . . . . . . . . . . . . . . . . . . . . . . . . . . . . . . . . . . . . . . . . . . . . . . . . . . . . . . . . . . . . . . . . . . . . . . . . . . . . . . . . . . . . . . . . . . . . . . . . . . . . . . . . . . . . . . . . . . . . . . . . . . . . . . . . . . . . . . . . . . . . . . . . . . . . . . . . . . . . . . . . . . . . . . . . . . . . . . . . . . . . . . . . . . . . . . . . . . . . . . . . . . . . . . . . . . . . . . . . . . . . . . . . . . . . . . . . . . . . . . . . . . . . . . . . . . . . . . . . . . . . . . . . . . . . . . . . . . . . . . . . . . . . .	[280, 241, 2479, 251]
toc-entry-page: 17	[2491, 442, 2504, 454]
title-bar	[67, 44, 656, 69]
toc-entry-title: Adjusting the LNB	[81, 478, 170, 490]
toc-dot-leader: . . . . . . . . . . . . . . . . . . . . . . . . . . . . . . . . . . . . . . . . . . . . . . . . . . . . . . . . . . . . . . . . . . . . . . . . . . . . . . . . . . . . . . . . . . . . . . . . . . . . . . . . . . . . . . . . . . . . . . . . . . . . . . . . . . . . . . . . . . . . . . . . . . . . . . . . . . . . . . . . . . . . . . . . . . . . . . . . . . . . . . . . . . . . . . . . . . . . . . . . . . . . . . . . . . . . . . . . . . . . . . . . . . . . . . . . . . . . . . . . . . . . . . . . . . . . . . . . . . . . . . . . . . . . . . . . . . . . . . . . . . . . . . . . . . . . . . . . . . . . . . . . . . . . . . . . . . . . . . . . . . . . . . . . . . . . . . . . . . . . . . . . . . . . . . . . . . . . . . . . . . . . . . . . . . . . . . . . . . . . . . . . . . . . . . . . . . . . . . . .	[151, 198, 2349, 209]
toc-entry-page: 26	[2429, 561, 2442, 573]
toc-subsection-entry	[69, 715, 2366, 728]
toc-dot-leader: . . . . . . . . . . . . . . . . . . . . . . . . . . . . . . . . . . . . . . . . . . . . . . . . . . . . . . . . . . . . . . . . . . . . . . . . . . . . . . . . . . . . . . . . . . . . . . . . . . . . . . . . . . . . . . . . . . . . . . . . . . . . . . . . . . . . . . . . . . . . . . . . . . . . . . . . . . . . . . . . . . . . . . . . . . . . . . . . . . . . . . . . . . . . . . . . . . . . . . . . . . . . . . . . . . . . . . . . . . . . . . . . . . . . . . . . . . . . . . . . . . . . . . . . . . . . . . . . . . . . . . . . . . . . . . . . . . . . . . . . . . . . . . . . . . . . . . . . . . . . . . . . . . . . . . . . . . . . . . . . . . . . . . . . . . . . . . . . . . . . . . . . . . . . . . . . . . . . . . . . . . . . . . . . . . . . . . . . . . . . . . . . . . . . . . . . . . . . . . . .	[264, 577, 2463, 588]
